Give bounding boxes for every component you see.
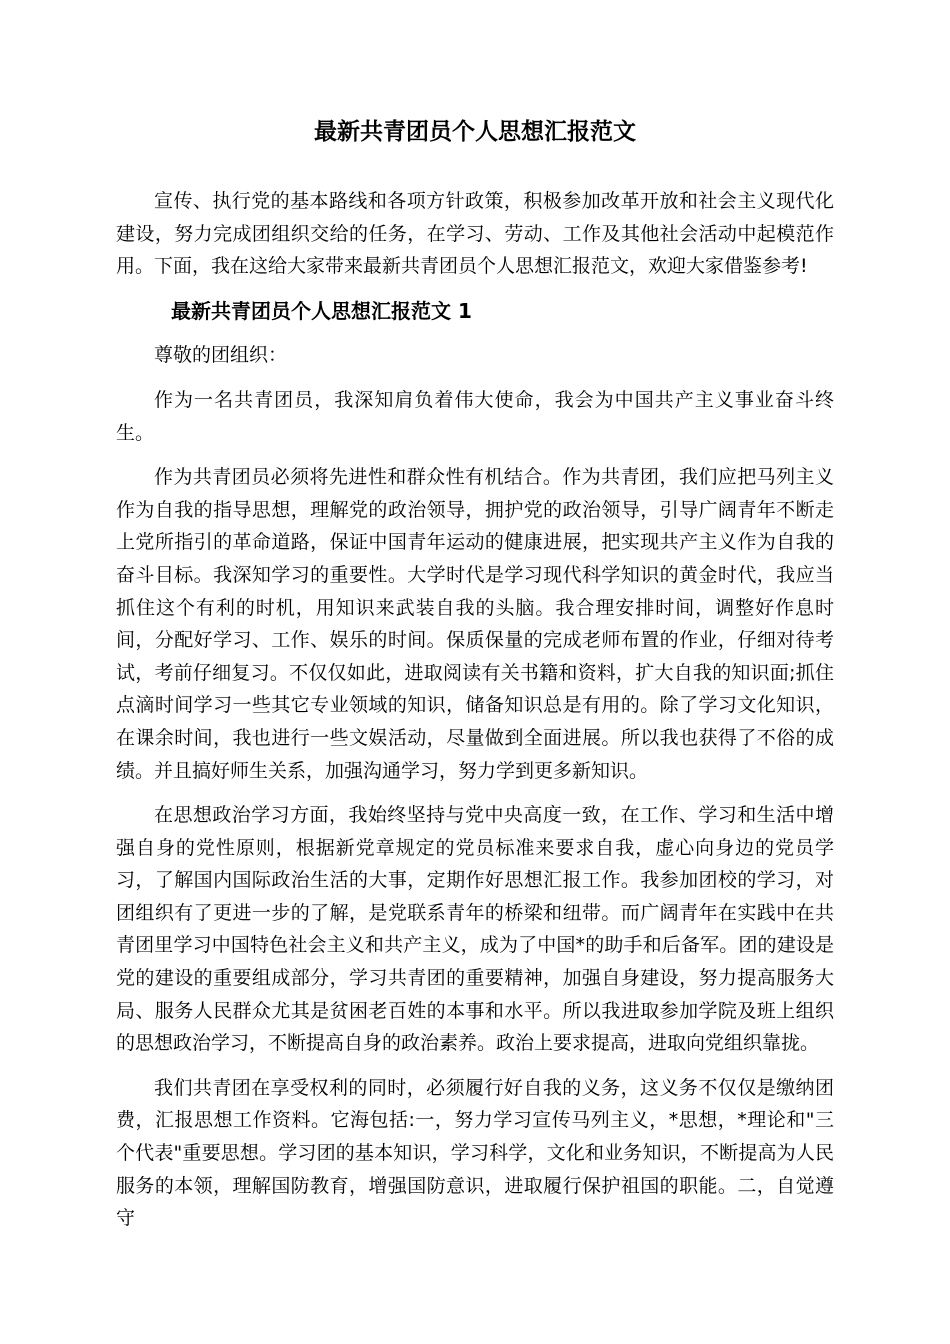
body-paragraph-1: 作为一名共青团员，我深知肩负着伟大使命，我会为中国共产主义事业奋斗终生。 [116,388,834,444]
document-title: 最新共青团员个人思想汇报范文 [314,119,636,145]
body-paragraph-4: 我们共青团在享受权利的同时，必须履行好自我的义务，这义务不仅仅是缴纳团费，汇报思想工作资料。它海包括:一，努力学习宣传马列主义，*思想，*理论和"三个代表"重要思想。学习团的基本知识，学习科学，文化和业务知识，不断提高为人民服务的本领，理解国防教育，增强国防意识，进取履行保护祖国的职能。二，自觉遵守 [116,1076,834,1230]
section-title: 最新共青团员个人思想汇报范文 1 [171,298,472,323]
body-paragraph-2: 作为共青团员必须将先进性和群众性有机结合。作为共青团，我们应把马列主义作为自我的指导思想，理解党的政治领导，拥护党的政治领导，引导广阔青年不断走上党所指引的革命道路，保证中国青年运动的健康进展，把实现共产主义作为自我的奋斗目标。我深知学习的重要性。大学时代是学习现代科学知识的黄金时代，我应当抓住这个有利的时机，用知识来武装自我的头脑。我合理安排时间，调整好作息时间，分配好学习、工作、娱乐的时间。保质保量的完成老师布置的作业，仔细对待考试，考前仔细复习。不仅仅如此，进取阅读有关书籍和资料，扩大自我的知识面;抓住点滴时间学习一些其它专业领域的知识，储备知识总是有用的。除了学习文化知识，在课余时间，我也进行一些文娱活动，尽量做到全面进展。所以我也获得了不俗的成绩。并且搞好师生关系，加强沟通学习，努力学到更多新知识。 [116,466,834,782]
document-body [116,185,834,1247]
body-paragraph-3: 在思想政治学习方面，我始终坚持与党中央高度一致，在工作、学习和生活中增强自身的党性原则，根据新党章规定的党员标准来要求自我，虚心向身边的党员学习，了解国内国际政治生活的大事，定期作好思想汇报工作。我参加团校的学习，对团组织有了更进一步的了解，是党联系青年的桥梁和纽带。而广阔青年在实践中在共青团里学习中国特色社会主义和共产主义，成为了中国*的助手和后备军。团的建设是党的建设的重要组成部分，学习共青团的重要精神，加强自身建设，努力提高服务大局、服务人民群众尤其是贫困老百姓的本事和水平。所以我进取参加学院及班上组织的思想政治学习，不断提高自身的政治素养。政治上要求提高，进取向党组织靠拢。 [116,804,834,1055]
salutation: 尊敬的团组织： [154,344,288,367]
intro-paragraph: 宣传、执行党的基本路线和各项方针政策，积极参加改革开放和社会主义现代化建设，努力完成团组织交给的任务，在学习、劳动、工作及其他社会活动中起模范作用。下面，我在这给大家带来最新共青团员个人思想汇报范文，欢迎大家借鉴参考! [116,190,834,278]
